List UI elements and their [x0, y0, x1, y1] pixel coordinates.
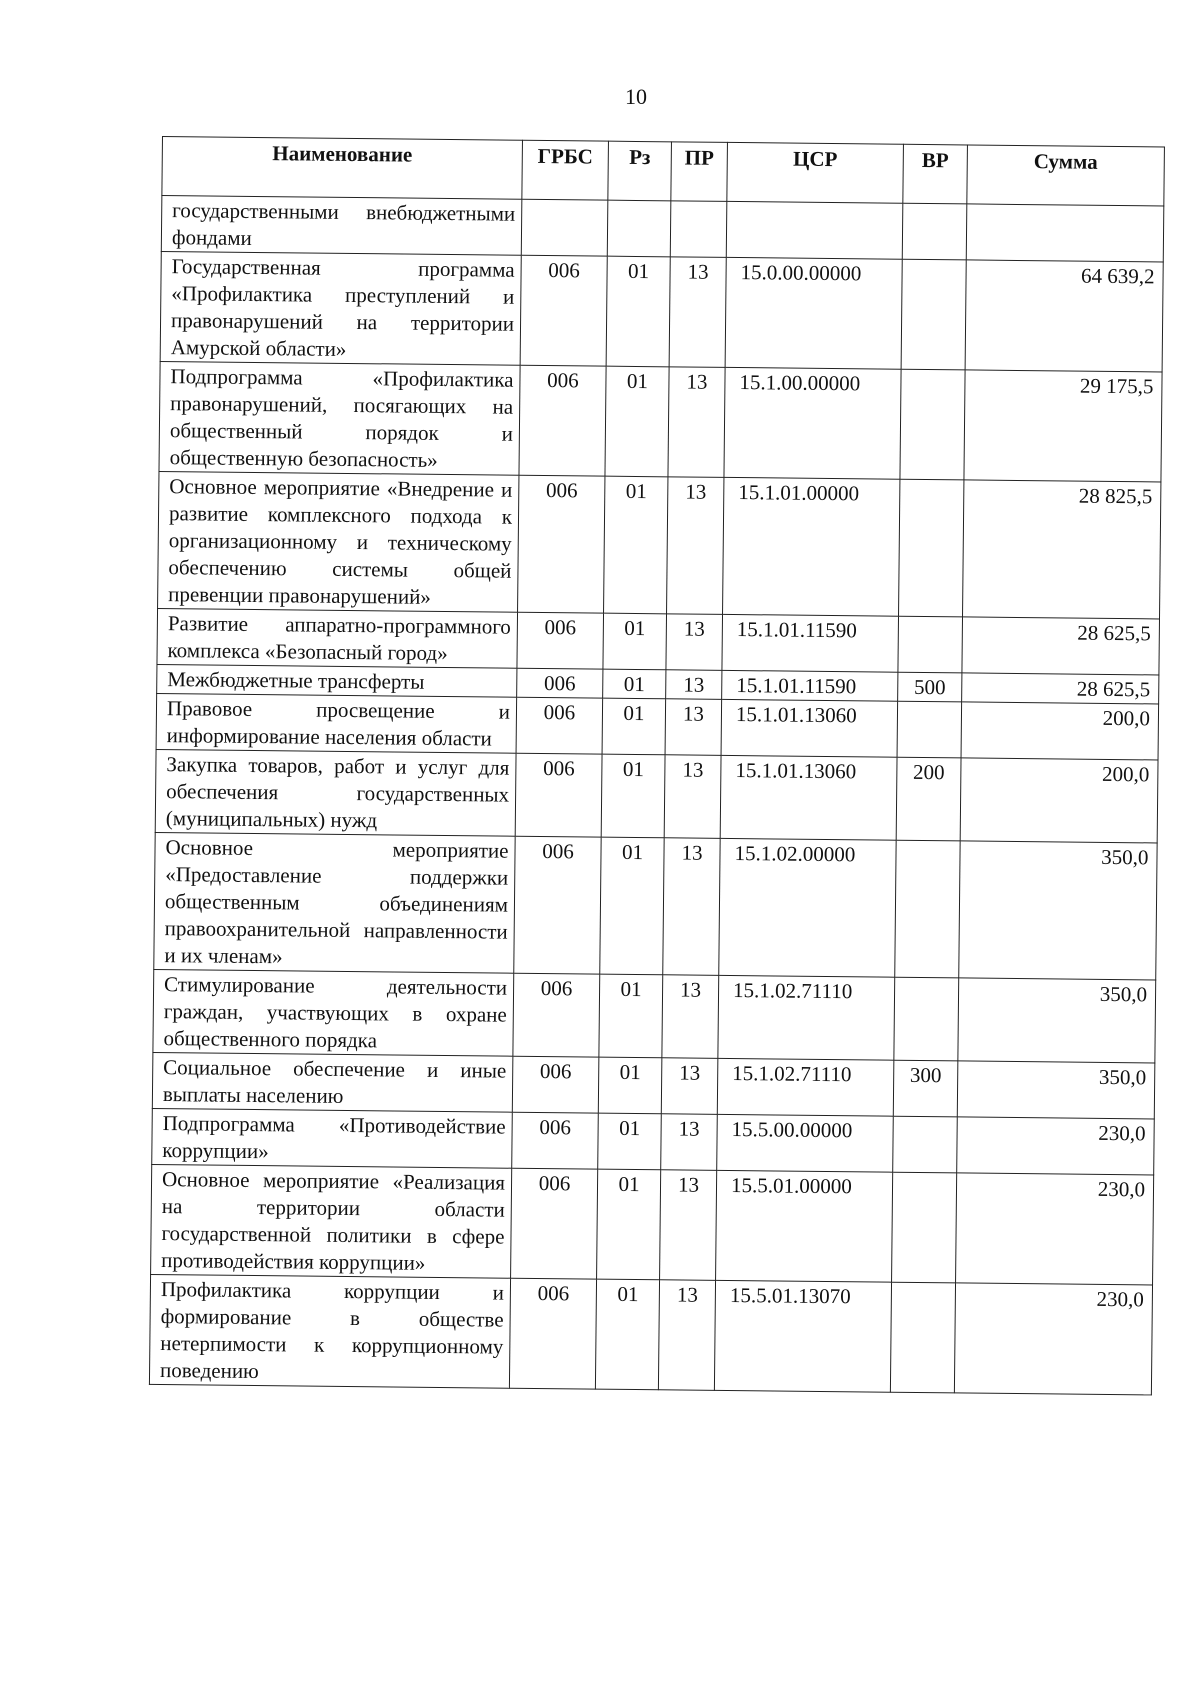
table-body [149, 196, 1163, 1395]
header-pr: ПР [671, 142, 728, 202]
cell-csr: 15.1.02.71110 [717, 1058, 894, 1116]
cell-rz: 01 [599, 974, 663, 1058]
cell-name: Развитие аппаратно-программного комплекса «Безопасный город» [157, 608, 518, 668]
cell-sum: 230,0 [957, 1117, 1155, 1175]
cell-grbs [521, 199, 608, 256]
cell-pr: 13 [667, 477, 724, 615]
cell-vr [892, 1172, 957, 1283]
cell-grbs: 006 [518, 475, 605, 613]
cell-grbs: 006 [511, 1168, 598, 1279]
cell-grbs: 006 [512, 1112, 599, 1169]
cell-pr: 13 [660, 1170, 717, 1281]
cell-rz: 01 [598, 1113, 662, 1170]
cell-vr [899, 479, 964, 617]
cell-name: Государственная программа «Профилактика преступлений и правонарушений на территории Амурской области» [160, 251, 521, 365]
cell-rz: 01 [600, 837, 664, 975]
table-row [149, 1274, 1152, 1394]
cell-rz: 01 [603, 669, 666, 699]
header-csr: ЦСР [727, 142, 904, 203]
cell-pr: 13 [663, 838, 720, 976]
cell-csr: 15.1.01.13060 [720, 755, 897, 840]
cell-grbs: 006 [515, 753, 602, 837]
table-row [155, 749, 1158, 842]
cell-sum: 29 175,5 [964, 370, 1162, 482]
cell-name: Межбюджетные трансферты [157, 664, 517, 697]
table-row [157, 608, 1160, 674]
cell-grbs: 006 [517, 612, 604, 669]
cell-sum: 200,0 [960, 758, 1158, 843]
cell-csr: 15.1.01.13060 [721, 699, 898, 757]
table-row [152, 1108, 1155, 1174]
cell-sum: 28 825,5 [963, 480, 1161, 619]
cell-csr: 15.1.01.11590 [722, 614, 899, 672]
cell-pr: 13 [664, 755, 721, 839]
cell-pr: 13 [665, 699, 722, 756]
cell-sum [966, 204, 1164, 262]
cell-name: Стимулирование деятельности граждан, участвующих в охране общественного порядка [153, 969, 514, 1056]
cell-vr [897, 701, 962, 758]
cell-sum: 350,0 [957, 1061, 1155, 1119]
cell-vr [893, 1116, 958, 1173]
cell-rz: 01 [597, 1169, 661, 1280]
table-row [161, 196, 1164, 262]
header-rz: Рз [608, 141, 672, 201]
table-row [151, 1164, 1154, 1284]
cell-csr: 15.1.01.00000 [723, 477, 900, 616]
cell-sum: 200,0 [961, 702, 1159, 760]
cell-rz: 01 [602, 698, 666, 755]
cell-name: Основное мероприятие «Внедрение и развитие комплексного подхода к организационному и техническому обеспечению системы общей превенции правонарушений» [158, 471, 519, 612]
cell-grbs: 006 [519, 365, 606, 476]
cell-sum: 28 625,5 [962, 617, 1160, 675]
cell-grbs: 006 [516, 697, 603, 754]
cell-rz: 01 [604, 476, 668, 614]
cell-csr [726, 201, 903, 259]
page-number: 10 [625, 84, 647, 109]
table-row [152, 1052, 1155, 1118]
cell-pr: 13 [666, 670, 722, 700]
cell-rz: 01 [606, 256, 670, 367]
table-row [159, 361, 1162, 481]
cell-name: Правовое просвещение и информирование населения области [156, 693, 517, 753]
cell-rz: 01 [595, 1279, 659, 1390]
cell-name: государственными внебюджетными фондами [161, 196, 522, 256]
cell-grbs: 006 [512, 1056, 599, 1113]
cell-csr: 15.1.02.00000 [719, 838, 896, 977]
cell-vr [902, 203, 967, 260]
budget-table [149, 136, 1165, 1395]
cell-rz: 01 [601, 754, 665, 838]
cell-pr: 13 [661, 1114, 718, 1171]
cell-sum: 230,0 [956, 1173, 1154, 1285]
cell-rz [607, 200, 671, 257]
cell-csr: 15.1.01.11590 [722, 670, 898, 701]
header-grbs: ГРБС [522, 140, 609, 200]
cell-rz: 01 [598, 1057, 662, 1114]
cell-name: Подпрограмма «Профилактика правонарушений, посягающих на общественный порядок и общественную безопасность» [159, 361, 520, 475]
cell-pr: 13 [661, 1058, 718, 1115]
cell-name: Социальное обеспечение и иные выплаты населению [152, 1052, 513, 1112]
cell-pr [670, 201, 727, 258]
cell-sum: 64 639,2 [965, 260, 1163, 372]
cell-sum: 230,0 [954, 1283, 1152, 1395]
cell-vr [901, 259, 966, 370]
cell-sum: 28 625,5 [962, 673, 1159, 704]
cell-grbs: 006 [514, 836, 601, 974]
table-row [153, 969, 1156, 1062]
cell-grbs: 006 [520, 255, 607, 366]
cell-pr: 13 [666, 614, 723, 671]
cell-vr [894, 977, 959, 1061]
cell-name: Профилактика коррупции и формирование в обществе нетерпимости к коррупционному поведению [149, 1274, 510, 1388]
cell-pr: 13 [662, 975, 719, 1059]
cell-grbs: 006 [517, 668, 603, 698]
cell-csr: 15.0.00.00000 [725, 257, 902, 369]
cell-csr: 15.5.00.00000 [717, 1114, 894, 1172]
table-row [158, 471, 1161, 618]
cell-pr: 13 [658, 1280, 715, 1391]
cell-vr: 200 [896, 757, 961, 841]
cell-vr [900, 369, 965, 480]
cell-name: Закупка товаров, работ и услуг для обеспечения государственных (муниципальных) нужд [155, 749, 516, 836]
cell-pr: 13 [668, 367, 725, 478]
header-name: Наименование [162, 137, 523, 200]
header-vr: ВР [903, 144, 968, 204]
cell-grbs: 006 [513, 973, 600, 1057]
cell-csr: 15.1.00.00000 [724, 367, 901, 479]
cell-vr: 300 [893, 1060, 958, 1117]
cell-vr [890, 1282, 955, 1393]
cell-vr [895, 840, 960, 978]
cell-csr: 15.5.01.13070 [714, 1280, 891, 1392]
cell-vr [898, 616, 963, 673]
cell-csr: 15.5.01.00000 [716, 1170, 893, 1282]
budget-table-container [149, 136, 1164, 1395]
cell-sum: 350,0 [959, 841, 1157, 980]
cell-name: Основное мероприятие «Предоставление поддержки общественным объединениям правоохранительной направленности и их членам» [154, 832, 515, 973]
table-header [162, 137, 1165, 206]
cell-vr: 500 [898, 672, 962, 702]
table-row [154, 832, 1157, 979]
cell-csr: 15.1.02.71110 [718, 975, 895, 1060]
table-row [160, 251, 1163, 371]
cell-name: Основное мероприятие «Реализация на территории области государственной политики в сфере противодействия коррупции» [151, 1164, 512, 1278]
cell-pr: 13 [669, 257, 726, 368]
cell-name: Подпрограмма «Противодействие коррупции» [152, 1108, 513, 1168]
header-sum: Сумма [967, 145, 1165, 206]
table-row [156, 693, 1159, 759]
cell-sum: 350,0 [958, 978, 1156, 1063]
cell-grbs: 006 [509, 1278, 596, 1389]
cell-rz: 01 [605, 366, 669, 477]
cell-rz: 01 [603, 613, 667, 670]
header-row [162, 137, 1165, 206]
